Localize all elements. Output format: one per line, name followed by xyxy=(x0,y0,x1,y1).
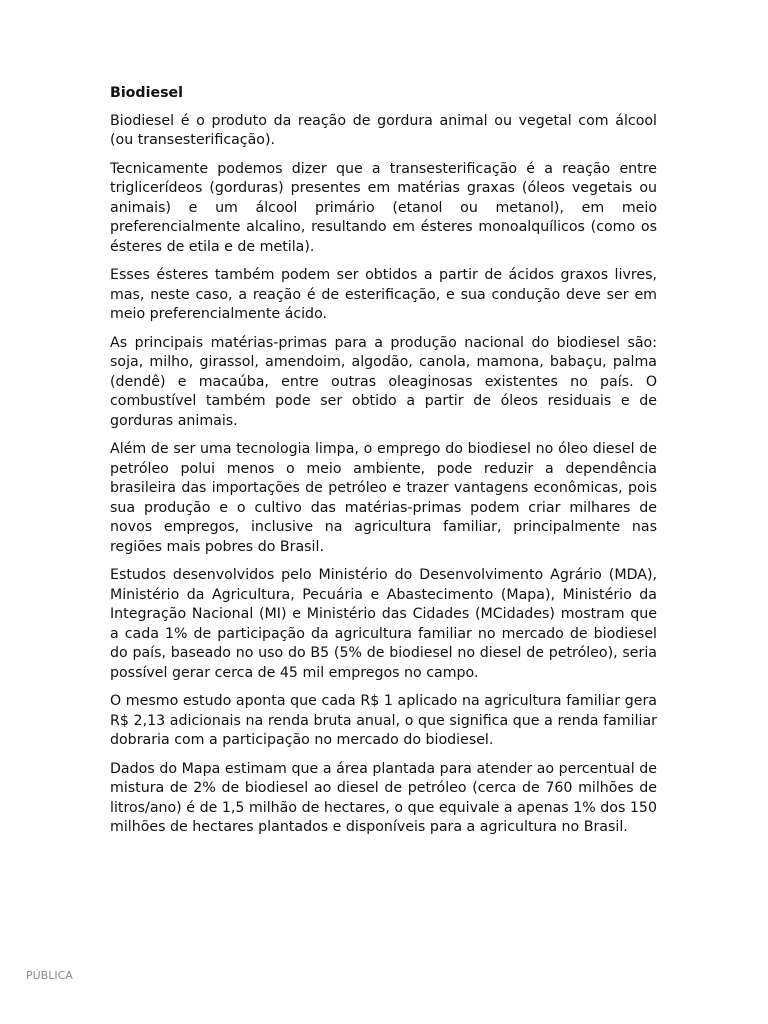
paragraph-planted-area: Dados do Mapa estimam que a área plantada para atender ao percentual de mistura de 2% de biodiesel ao diesel de petróleo (cerca de 760 milhões de litros/ano) é de 1,5 milhão de hectares, o que equivale a apenas 1% dos 150 milhões de hectares plantados e disponíveis para a agricultura no Brasil. xyxy=(110,760,657,835)
document-title: Biodiesel xyxy=(110,85,183,101)
document-body xyxy=(110,84,657,847)
paragraph-studies: Estudos desenvolvidos pelo Ministério do Desenvolvimento Agrário (MDA), Ministério da Agricultura, Pecuária e Abastecimento (Mapa), Ministério da Integração Nacional (MI) e Ministério das Cidades (MCidades) mostram que a cada 1% de participação da agricultura familiar no mercado de biodiesel do país, baseado no uso do B5 (5% de biodiesel no diesel de petróleo), seria possível gerar cerca de 45 mil empregos no campo. xyxy=(110,567,657,681)
paragraph-definition: Biodiesel é o produto da reação de gordura animal ou vegetal com álcool (ou transesterificação). xyxy=(110,112,657,148)
paragraph-income: O mesmo estudo aponta que cada R$ 1 aplicado na agricultura familiar gera R$ 2,13 adicionais na renda bruta anual, o que significa que a renda familiar dobraria com a participação no mercado do biodiesel. xyxy=(110,693,657,748)
classification-label: PÚBLICA xyxy=(26,969,73,982)
paragraph-esterification: Esses ésteres também podem ser obtidos a partir de ácidos graxos livres, mas, neste caso, a reação é de esterificação, e sua condução deve ser em meio preferencialmente ácido. xyxy=(110,267,657,322)
paragraph-transesterification: Tecnicamente podemos dizer que a transesterificação é a reação entre triglicerídeos (gorduras) presentes em matérias graxas (óleos vegetais ou animais) e um álcool primário (etanol ou metanol), em meio preferencialmente alcalino, resultando em ésteres monoalquílicos (como os ésteres de etila e de metila). xyxy=(110,160,657,255)
paragraph-raw-materials: As principais matérias-primas para a produção nacional do biodiesel são: soja, milho, girassol, amendoim, algodão, canola, mamona, babaçu, palma (dendê) e macaúba, entre outras oleaginosas existentes no país. O combustível também pode ser obtido a partir de óleos residuais e de gorduras animais. xyxy=(110,334,657,429)
paragraph-benefits: Além de ser uma tecnologia limpa, o emprego do biodiesel no óleo diesel de petróleo polui menos o meio ambiente, pode reduzir a dependência brasileira das importações de petróleo e trazer vantagens econômicas, pois sua produção e o cultivo das matérias-primas podem criar milhares de novos empregos, inclusive na agricultura familiar, principalmente nas regiões mais pobres do Brasil. xyxy=(110,441,657,555)
